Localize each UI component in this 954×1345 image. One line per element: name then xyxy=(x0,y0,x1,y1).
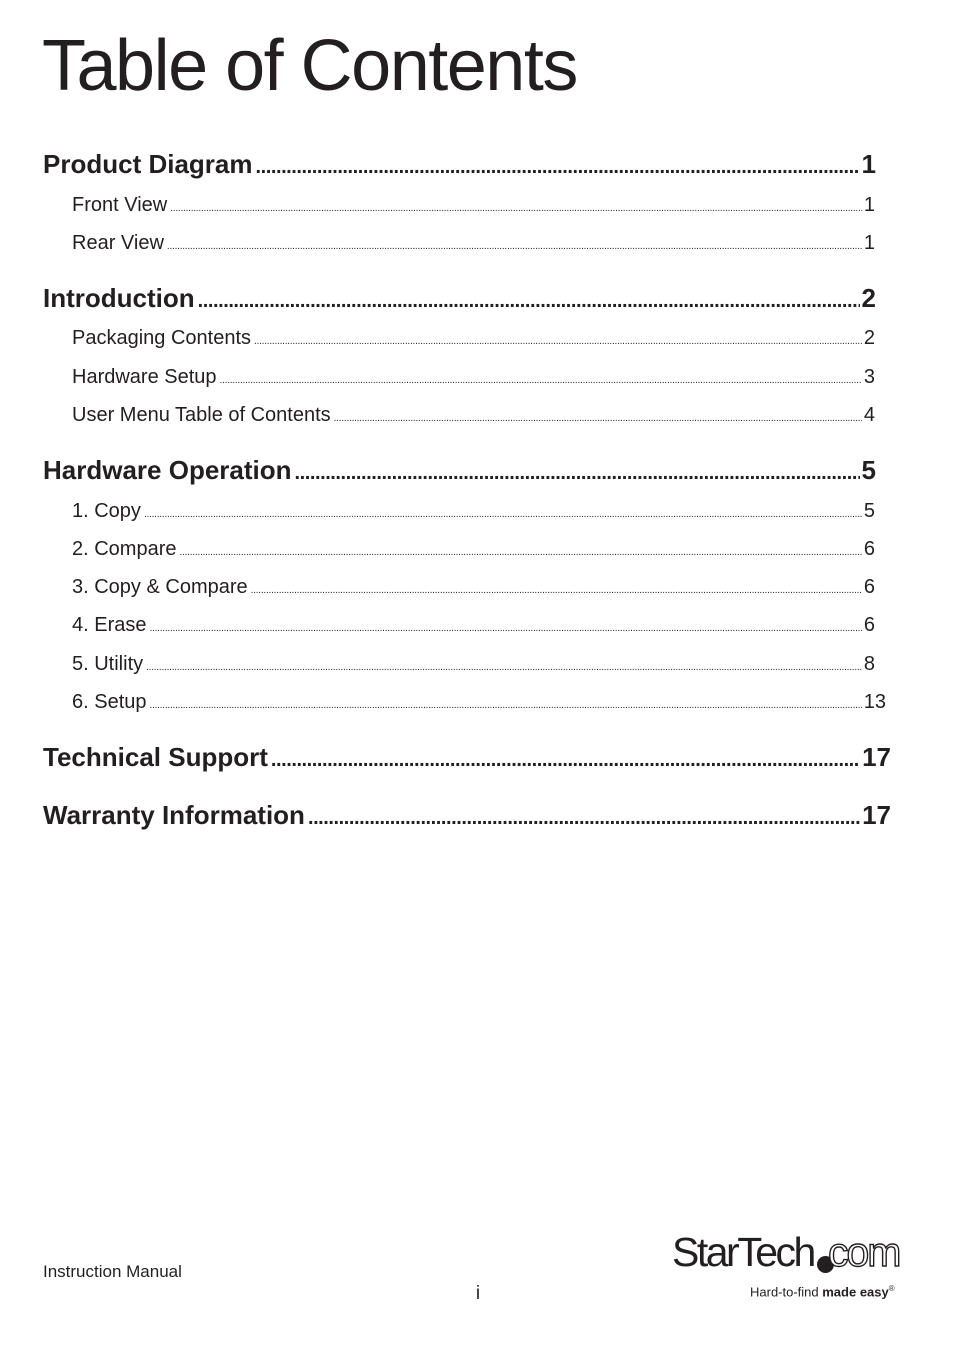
toc-entry-label: Rear View xyxy=(72,232,164,254)
toc-entry-hardware-operation[interactable] xyxy=(43,455,876,489)
dot-leader xyxy=(149,623,861,634)
startech-logo xyxy=(672,1229,912,1304)
document-type-label: Instruction Manual xyxy=(43,1262,182,1281)
toc-entry-introduction[interactable] xyxy=(43,283,876,317)
dot-leader xyxy=(170,203,862,214)
toc-entry-label: User Menu Table of Contents xyxy=(72,404,331,426)
toc-entry-label: 4. Erase xyxy=(72,614,147,636)
toc-page-number: 2 xyxy=(863,327,875,349)
toc-entry-technical-support[interactable] xyxy=(43,742,891,776)
toc-page-number: 17 xyxy=(862,800,891,830)
toc-page-number: 13 xyxy=(863,691,886,713)
dot-leader xyxy=(167,241,862,252)
toc-page-number: 8 xyxy=(863,653,875,675)
dot-leader xyxy=(308,807,860,830)
toc-entry-compare[interactable] xyxy=(72,538,875,566)
tagline-bold: made easy xyxy=(822,1284,889,1300)
toc-entry-label: Introduction xyxy=(43,283,195,313)
dot-leader xyxy=(198,290,860,313)
dot-leader xyxy=(146,662,862,673)
toc-entry-label: Hardware Setup xyxy=(72,366,217,388)
toc-entry-label: Technical Support xyxy=(43,742,268,772)
toc-entry-setup[interactable] xyxy=(72,691,886,719)
toc-page-number: 17 xyxy=(862,742,891,772)
toc-entry-hardware-setup[interactable] xyxy=(72,366,875,394)
dot-leader xyxy=(150,700,862,711)
dot-leader xyxy=(334,413,862,424)
toc-entry-front-view[interactable] xyxy=(72,194,875,222)
logo-brand: StarTech xyxy=(672,1229,814,1275)
toc-page-number: 3 xyxy=(863,366,875,388)
toc-page-number: 2 xyxy=(861,283,876,313)
toc-page-number: 6 xyxy=(863,576,875,598)
toc-page-number: 5 xyxy=(863,500,875,522)
page-title: Table of Contents xyxy=(42,26,577,106)
toc-entry-label: Warranty Information xyxy=(43,800,305,830)
toc-entry-warranty-information[interactable] xyxy=(43,800,891,834)
toc-entry-label: Packaging Contents xyxy=(72,327,252,349)
toc-page-number: 1 xyxy=(861,149,876,179)
dot-leader xyxy=(251,585,862,596)
toc-page-number: 4 xyxy=(863,404,875,426)
toc-page-number: 6 xyxy=(863,538,875,560)
toc-entry-label: Front View xyxy=(72,194,168,216)
toc-entry-label: 6. Setup xyxy=(72,691,147,713)
toc-entry-utility[interactable] xyxy=(72,653,875,681)
toc-page-number: 1 xyxy=(863,232,875,254)
logo-tld: com xyxy=(828,1229,900,1275)
toc-entry-copy-and-compare[interactable] xyxy=(72,576,875,604)
dot-leader xyxy=(295,462,860,485)
toc-entry-label: Hardware Operation xyxy=(43,455,292,485)
toc-entry-packaging-contents[interactable] xyxy=(72,327,875,355)
toc-entry-label: 3. Copy & Compare xyxy=(72,576,248,598)
dot-leader xyxy=(220,375,862,386)
toc-page-number: 1 xyxy=(863,194,875,216)
dot-leader xyxy=(144,509,862,520)
page-number: i xyxy=(475,1283,481,1304)
toc-page-number: 5 xyxy=(861,455,876,485)
tagline-regular: Hard-to-find xyxy=(750,1284,823,1300)
dot-leader xyxy=(271,749,860,772)
toc-entry-product-diagram[interactable] xyxy=(43,149,876,183)
toc-entry-erase[interactable] xyxy=(72,614,875,642)
toc-entry-label: 5. Utility xyxy=(72,653,144,675)
toc-page-number: 6 xyxy=(863,614,875,636)
dot-leader xyxy=(256,156,860,179)
toc-entry-label: 1. Copy xyxy=(72,500,141,522)
toc-entry-label: 2. Compare xyxy=(72,538,177,560)
dot-leader xyxy=(180,547,862,558)
registered-mark: ® xyxy=(888,1284,895,1293)
toc-entry-label: Product Diagram xyxy=(43,149,253,179)
toc-entry-copy[interactable] xyxy=(72,500,875,528)
toc-entry-user-menu-toc[interactable] xyxy=(72,404,875,432)
dot-leader xyxy=(254,336,862,347)
logo-tagline xyxy=(750,1284,895,1299)
toc-entry-rear-view[interactable] xyxy=(72,232,875,260)
